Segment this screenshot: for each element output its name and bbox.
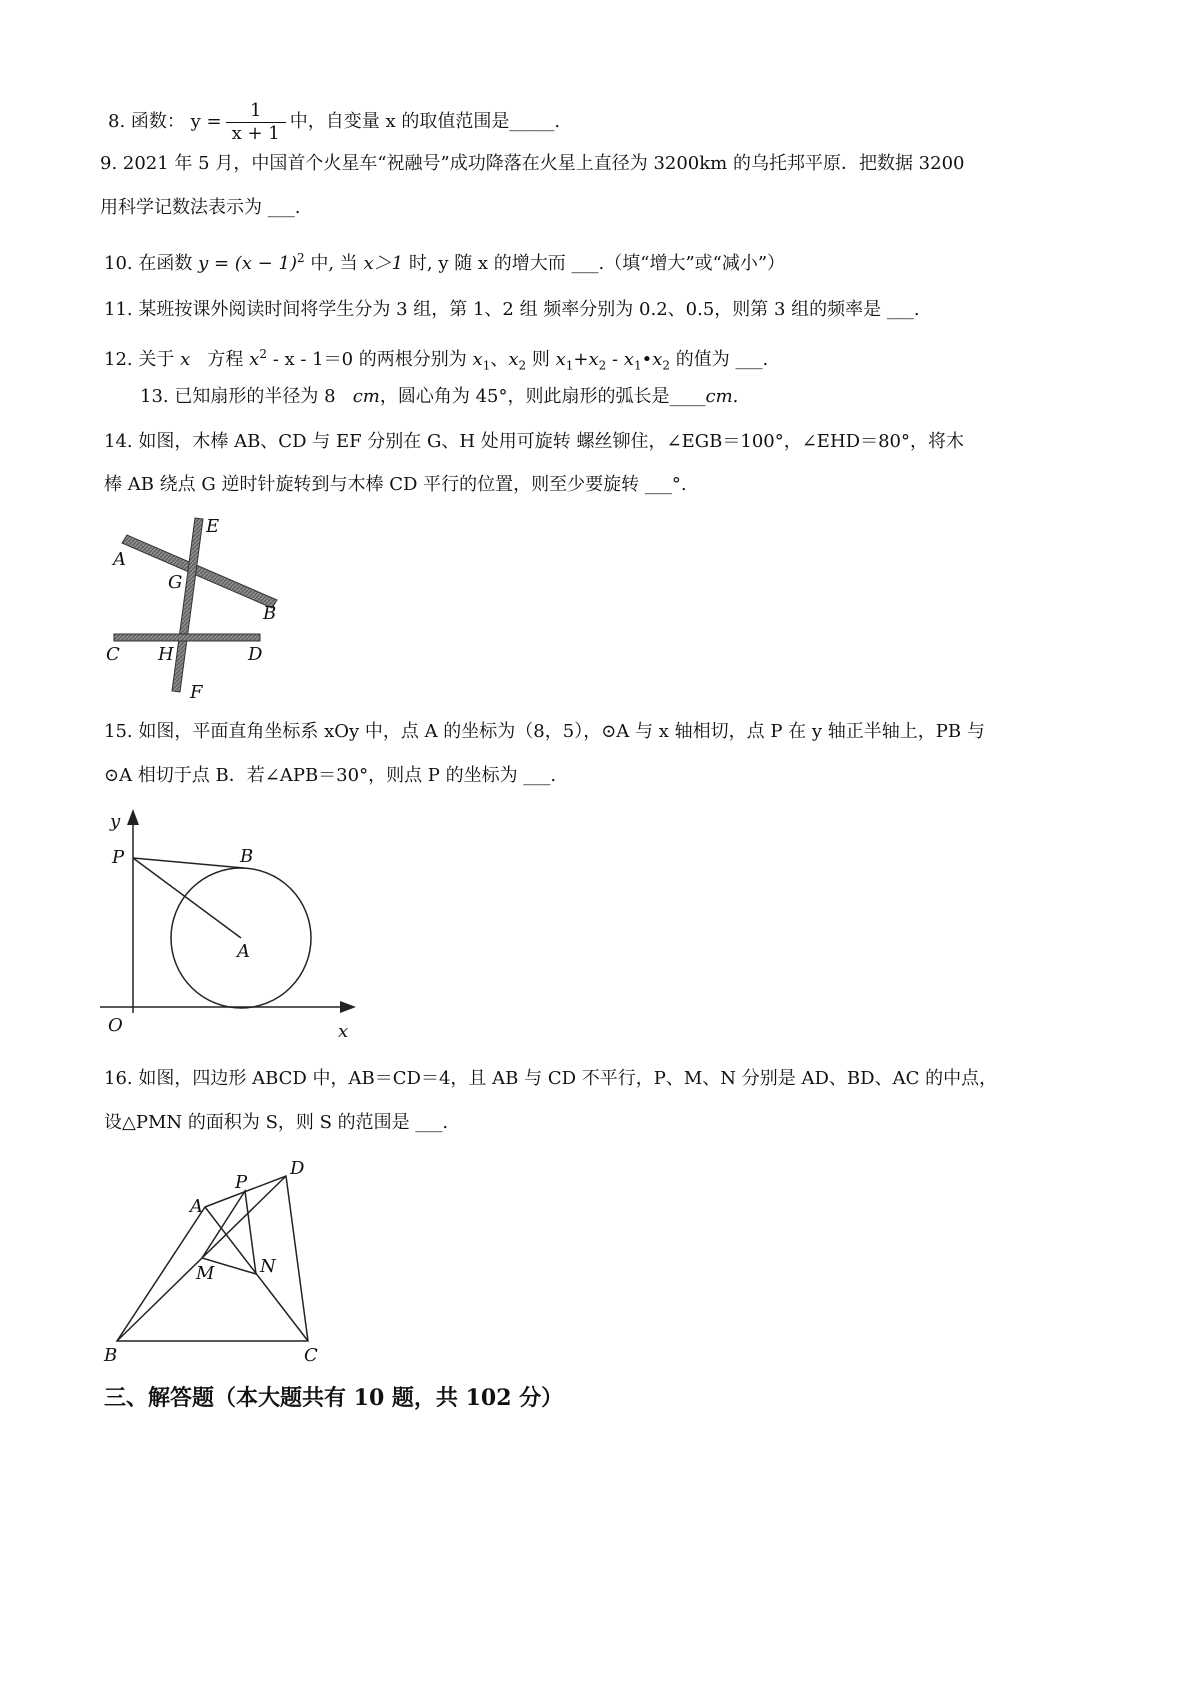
question-16-line1: 16. 如图，四边形 ABCD 中，AB＝CD＝4，且 AB 与 CD 不平行，P、M、N 分别是 AD、BD、AC 的中点，: [104, 1068, 998, 1089]
q12-sub4: 2: [598, 358, 607, 373]
q12-dot: •x: [641, 349, 663, 370]
q12-x: x: [180, 349, 191, 370]
label-x: x: [338, 1021, 349, 1042]
label-E: E: [206, 516, 220, 537]
question-14-line2: 棒 AB 绕点 G 逆时针旋转到与木棒 CD 平行的位置，则至少要旋转 ___°.: [104, 474, 687, 495]
q8-suffix: 中，自变量 x 的取值范围是_____.: [289, 111, 561, 132]
label-O: O: [108, 1015, 123, 1036]
q12-sub1: 1: [482, 358, 491, 373]
q12-b: 方程: [207, 349, 244, 370]
figure-16-quadrilateral: [98, 1155, 338, 1375]
question-11: 11. 某班按课外阅读时间将学生分为 3 组，第 1、2 组 频率分别为 0.2、0.5，则第 3 组的频率是 ___.: [104, 299, 920, 320]
rod-cd: [114, 634, 260, 641]
label-F: F: [190, 682, 203, 703]
q10-condition: x＞1: [363, 253, 404, 274]
q12-sup: 2: [259, 347, 267, 361]
q12-sub6: 2: [662, 358, 671, 373]
q13-unit2: cm.: [705, 386, 739, 407]
label-B: B: [240, 846, 254, 867]
q12-e: 则: [531, 349, 550, 370]
q13-b: ，圆心角为 45°，则此扇形的弧长是____: [379, 386, 706, 407]
label-D: D: [290, 1158, 305, 1179]
label-C: C: [106, 644, 120, 665]
q13-a: 13. 已知扇形的半径为 8: [140, 386, 336, 407]
q12-sub5: 1: [633, 358, 642, 373]
question-13: [140, 385, 738, 409]
figure-14-rods: [100, 510, 300, 705]
question-14-line1: 14. 如图，木棒 AB、CD 与 EF 分别在 G、H 处用可旋转 螺丝铆住，∠EGB＝100°，∠EHD＝80°，将木: [104, 431, 964, 452]
q8-fraction: [226, 100, 286, 145]
label-M: M: [196, 1263, 215, 1284]
q10-mid: 中, 当: [310, 253, 358, 274]
q10-formula: y = (x − 1): [198, 253, 297, 274]
q12-d: 、: [490, 349, 509, 370]
label-B: B: [263, 603, 277, 624]
q8-frac-numerator: 1: [226, 100, 286, 123]
q12-x2b: x: [508, 349, 519, 370]
label-y: y: [110, 811, 121, 832]
y-axis-arrow: [127, 809, 139, 825]
q13-unit: cm: [352, 386, 380, 407]
figure-15-coordinate-circle: [98, 805, 368, 1045]
question-15-line2: ⊙A 相切于点 B．若∠APB＝30°，则点 P 的坐标为 ___.: [104, 765, 557, 786]
q8-prefix: 8. 函数： y =: [108, 111, 222, 132]
label-N: N: [260, 1256, 276, 1277]
question-8: [108, 97, 560, 147]
question-9-line1: 9. 2021 年 5 月，中国首个火星车“祝融号”成功降落在火星上直径为 3200km 的乌托邦平原．把数据 3200: [100, 153, 965, 174]
label-H: H: [158, 644, 174, 665]
label-G: G: [168, 572, 183, 593]
q12-plus: +x: [573, 349, 599, 370]
q10-rest: 时, y 随 x 的增大而 ___.（填“增大”或“减小”）: [408, 253, 786, 274]
q12-x1: x: [472, 349, 483, 370]
quadrilateral-abcd: [117, 1176, 308, 1341]
question-9-line2: 用科学记数法表示为 ___.: [100, 197, 301, 218]
q12-c: - x - 1＝0 的两根分别为: [272, 349, 467, 370]
q12-a: 12. 关于: [104, 349, 175, 370]
label-D: D: [248, 644, 263, 665]
x-axis-arrow: [340, 1001, 356, 1013]
label-A: A: [237, 941, 250, 962]
label-P: P: [235, 1172, 248, 1193]
q12-f: 的值为 ___.: [675, 349, 769, 370]
label-A: A: [190, 1196, 203, 1217]
question-16-line2: 设△PMN 的面积为 S，则 S 的范围是 ___.: [104, 1112, 449, 1133]
q12-sub3: 1: [565, 358, 574, 373]
label-B: B: [104, 1345, 118, 1366]
q12-minus: - x: [612, 349, 634, 370]
q10-exponent: 2: [296, 251, 305, 265]
label-A: A: [113, 549, 126, 570]
label-C: C: [304, 1345, 318, 1366]
q12-sum: x: [555, 349, 566, 370]
question-15-line1: 15. 如图，平面直角坐标系 xOy 中，点 A 的坐标为（8，5），⊙A 与 x 轴相切，点 P 在 y 轴正半轴上，PB 与: [104, 721, 985, 742]
tangent-pb: [133, 858, 244, 868]
question-12: [104, 342, 768, 378]
label-P: P: [112, 847, 125, 868]
section-heading: 三、解答题（本大题共有 10 题，共 102 分）: [104, 1385, 564, 1411]
question-10: [104, 246, 785, 276]
q12-x2: x: [249, 349, 260, 370]
rod-ef: [172, 518, 203, 692]
q10-prefix: 10. 在函数: [104, 253, 193, 274]
q8-frac-denominator: x + 1: [231, 122, 280, 144]
q12-sub2: 2: [518, 358, 527, 373]
